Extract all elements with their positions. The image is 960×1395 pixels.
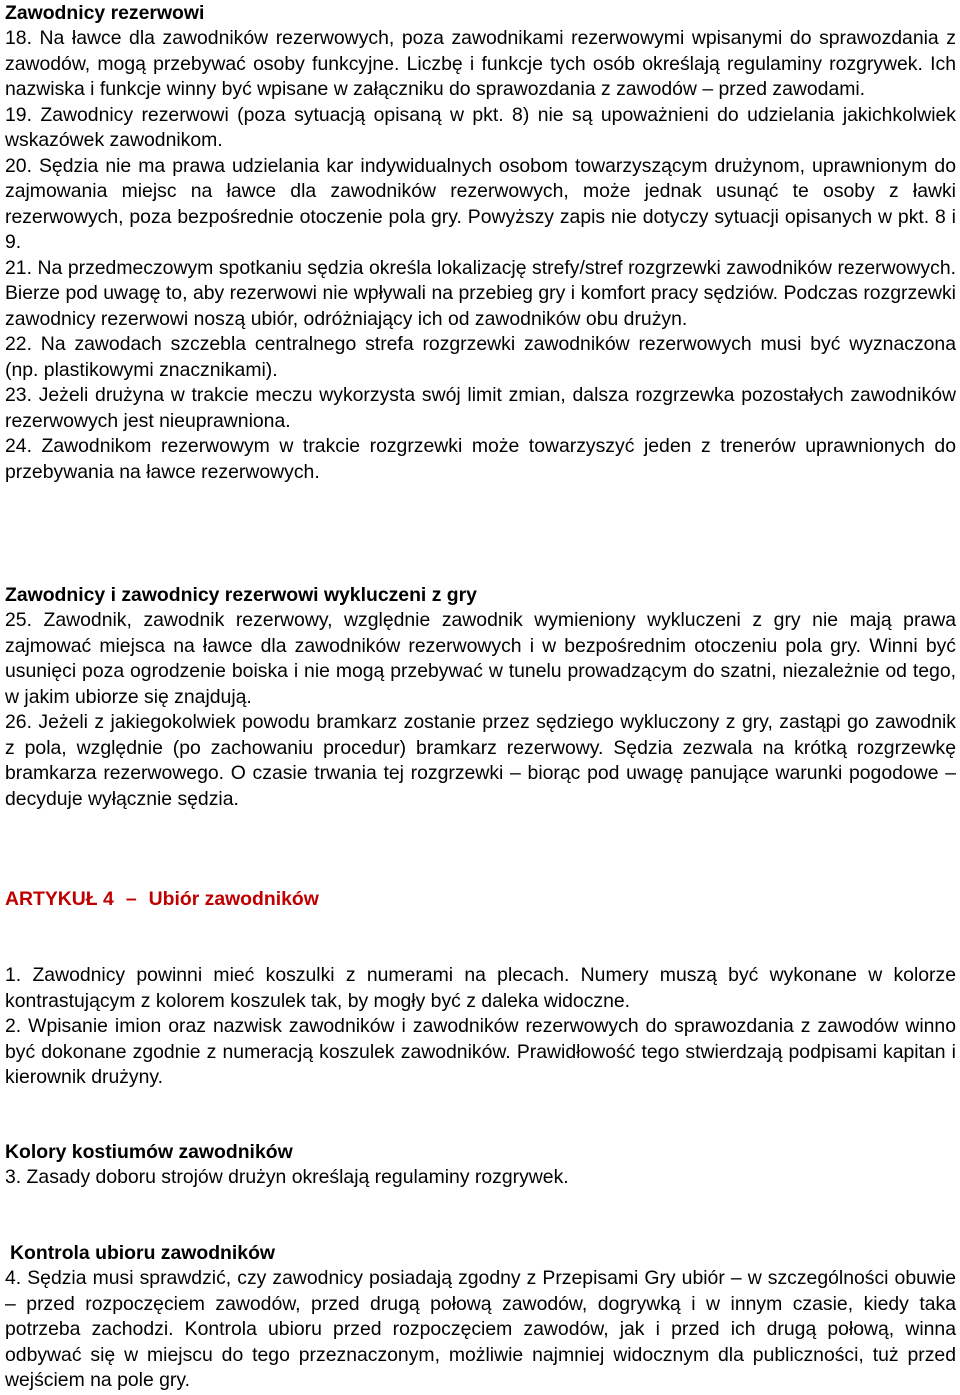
paragraph-20: 20. Sędzia nie ma prawa udzielania kar indywidualnych osobom towarzyszącym drużynom, uprawnionym do zajmowania miejsc na ławce dla zawodników rezerwowych, może jednak usunąć te osoby z ławki rezerwowych, poza bezpośrednie otoczenie pola gry. Powyższy zapis nie dotyczy sytuacji opisanych w pkt. 8 i 9. — [5, 154, 956, 253]
paragraph-18: 18. Na ławce dla zawodników rezerwowych, poza zawodnikami rezerwowymi wpisanymi do sprawozdania z zawodów, mogą przebywać osoby funkcyjne. Liczbę i funkcje tych osób określają regulaminy rozgrywek. Ich nazwiska i funkcje winny być wpisane w załączniku do sprawozdania z zawodów – przed zawodami. — [5, 27, 956, 100]
paragraph-19: 19. Zawodnicy rezerwowi (poza sytuacją opisaną w pkt. 8) nie są upoważnieni do udzielania jakichkolwiek wskazówek zawodnikom. — [5, 103, 956, 151]
section-body-excluded — [5, 608, 956, 812]
paragraph-art4-1: 1. Zawodnicy powinni mieć koszulki z numerami na plecach. Numery muszą być wykonane w kolorze kontrastującym z kolorem koszulek tak, by mogły być z daleka widoczne. — [5, 964, 956, 1012]
section-title-reserves: Zawodnicy rezerwowi — [5, 2, 205, 24]
paragraph-26: 26. Jeżeli z jakiegokolwiek powodu bramkarz zostanie przez sędziego wykluczony z gry, zastąpi go zawodnik z pola, względnie (po zachowaniu procedur) bramkarz rezerwowy. Sędzia zezwala na krótką rozgrzewkę bramkarza rezerwowego. O czasie trwania tej rozgrzewki – biorąc pod uwagę panujące warunki pogodowe – decyduje wyłącznie sędzia. — [5, 711, 956, 810]
paragraph-art4-3: 3. Zasady doboru strojów drużyn określają regulaminy rozgrywek. — [5, 1166, 569, 1188]
article-body — [5, 963, 956, 1091]
section-title-control: Kontrola ubioru zawodników — [10, 1242, 275, 1264]
paragraph-art4-4: 4. Sędzia musi sprawdzić, czy zawodnicy posiadają zgodny z Przepisami Gry ubiór – w szczególności obuwie – przed rozpoczęciem zawodów, przed drugą połową zawodów, dogrywką i w innym czasie, kiedy taka potrzeba zachodzi. Kontrola ubioru przed rozpoczęciem zawodów, jak i przed ich drugą połową, winna odbywać się w miejscu do tego przeznaczonym, możliwie najmniej widocznym dla publiczności, tuż przed wejściem na pole gry. — [5, 1267, 956, 1391]
paragraph-art4-2: 2. Wpisanie imion oraz nazwisk zawodników i zawodników rezerwowych do sprawozdania z zawodów winno być dokonane zgodnie z numeracją koszulek zawodników. Prawidłowość tego stwierdzają podpisami kapitan i kierownik drużyny. — [5, 1015, 956, 1088]
article-heading — [5, 887, 319, 913]
section-body-control — [5, 1266, 956, 1394]
paragraph-25: 25. Zawodnik, zawodnik rezerwowy, względnie zawodnik wymieniony wykluczeni z gry nie mają prawa zajmować miejsca na ławce dla zawodników rezerwowych i w bezpośrednim otoczeniu pola gry. Winni być usunięci poza ogrodzenie boiska i nie mogą przebywać w tunelu prowadzącym do szatni, niezależnie od tego, w jakim ubiorze się znajdują. — [5, 609, 956, 708]
paragraph-22: 22. Na zawodach szczebla centralnego strefa rozgrzewki zawodników rezerwowych musi być wyznaczona (np. plastikowymi znacznikami). — [5, 333, 956, 381]
article-label: ARTYKUŁ 4 — [5, 888, 114, 910]
article-dash: – — [125, 888, 137, 910]
paragraph-21: 21. Na przedmeczowym spotkaniu sędzia określa lokalizację strefy/stref rozgrzewki zawodników rezerwowych. Bierze pod uwagę to, aby rezerwowi nie wpływali na przebieg gry i komfort pracy sędziów. Podczas rozgrzewki zawodnicy rezerwowi noszą ubiór, odróżniający ich od zawodników obu drużyn. — [5, 256, 956, 330]
section-body-colors — [5, 1165, 956, 1191]
section-title-colors: Kolory kostiumów zawodników — [5, 1141, 293, 1163]
section-body-reserves — [5, 26, 956, 485]
paragraph-24: 24. Zawodnikom rezerwowym w trakcie rozgrzewki może towarzyszyć jeden z trenerów uprawnionych do przebywania na ławce rezerwowych. — [5, 435, 956, 483]
paragraph-23: 23. Jeżeli drużyna w trakcie meczu wykorzysta swój limit zmian, dalsza rozgrzewka pozostałych zawodników rezerwowych jest nieuprawniona. — [5, 384, 956, 432]
section-title-excluded: Zawodnicy i zawodnicy rezerwowi wykluczeni z gry — [5, 584, 477, 606]
article-name: Ubiór zawodników — [148, 888, 319, 910]
